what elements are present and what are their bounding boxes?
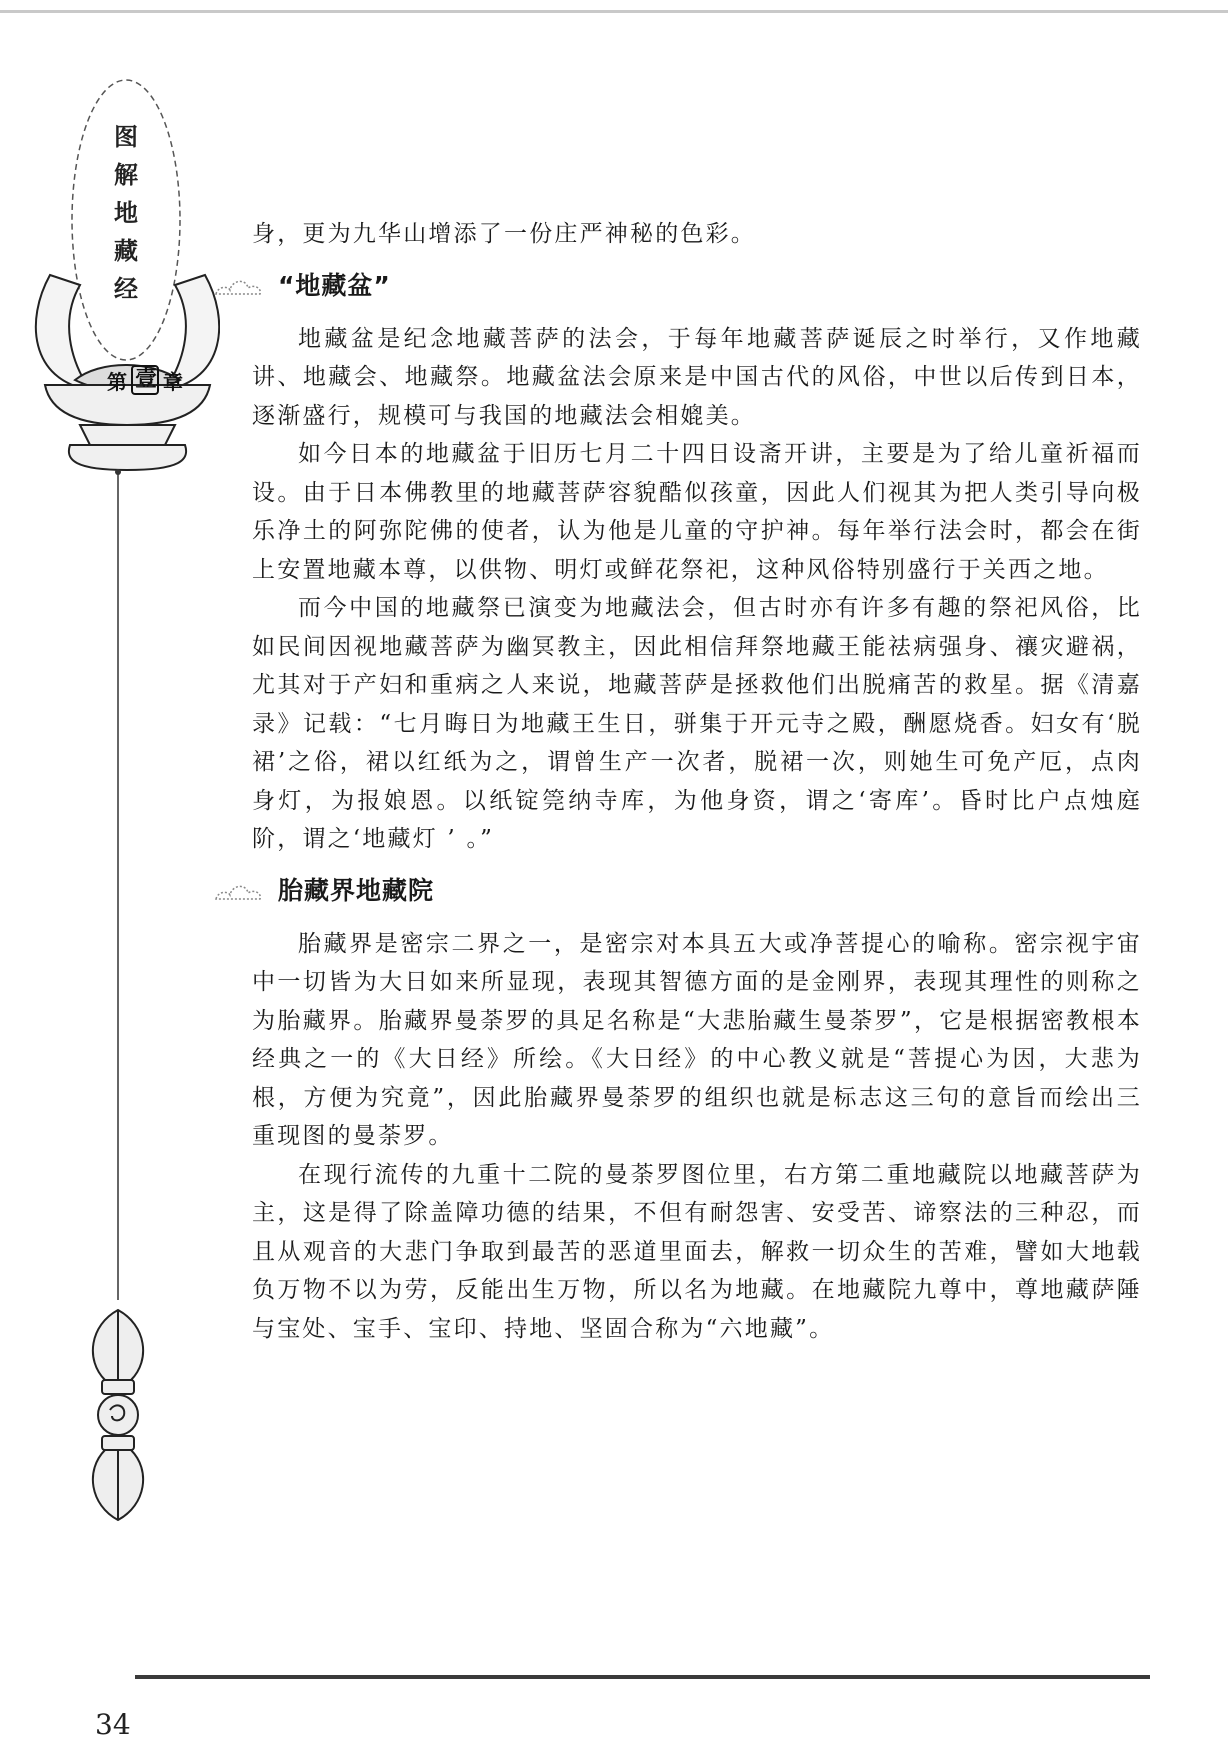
page-number: 34	[95, 1708, 131, 1741]
book-title-vertical	[108, 118, 144, 308]
title-char: 经	[114, 275, 138, 303]
body-paragraph: 地藏盆是纪念地藏菩萨的法会，于每年地藏菩萨诞辰之时举行，又作地藏讲、地藏会、地藏祭。地藏盆法会原来是中国古代的风俗，中世以后传到日本，逐渐盛行，规模可与我国的地藏法会相媲美。	[252, 325, 1142, 429]
body-paragraph: 在现行流传的九重十二院的曼荼罗图位里，右方第二重地藏院以地藏菩萨为主，这是得了除盖障功德的结果，不但有耐怨害、安受苦、谛察法的三种忍，而且从观音的大悲门争取到最苦的恶道里面去，解救一切众生的苦难，譬如大地载负万物不以为劳，反能出生万物，所以名为地藏。在地藏院九尊中，尊地藏萨陲与宝处、宝手、宝印、持地、坚固合称为“六地藏”。	[252, 1161, 1142, 1342]
chapter-sidebar	[20, 60, 220, 1680]
body-paragraph: 而今中国的地藏祭已演变为地藏法会，但古时亦有许多有趣的祭祀风俗，比如民间因视地藏菩萨为幽冥教主，因此相信拜祭地藏王能祛病强身、禳灾避祸，尤其对于产妇和重病之人来说，地藏菩萨是拯救他们出脱痛苦的救星。据《清嘉录》记载：“七月晦日为地藏王生日，骈集于开元寺之殿，酬愿烧香。妇女有‘脱裙’之俗，裙以红纸为之，谓曾生产一次者，脱裙一次，则她生可免产厄，点肉身灯，为报娘恩。以纸锭筦纳寺库，为他身资，谓之‘寄库’。昏时比户点烛庭阶，谓之‘地藏灯 ’ 。”	[252, 595, 1142, 852]
title-char: 地	[114, 199, 138, 227]
vajra-icon	[93, 1310, 143, 1520]
chapter-label	[70, 358, 220, 402]
title-char: 藏	[114, 237, 138, 265]
title-char: 图	[114, 123, 138, 151]
chapter-number: 壹	[131, 365, 159, 395]
page-body	[252, 215, 1142, 1348]
section-heading	[212, 254, 1142, 320]
chapter-prefix: 第	[106, 369, 127, 394]
title-char: 解	[114, 161, 138, 189]
cloud-ornament-icon	[212, 877, 264, 907]
section-heading	[212, 859, 1142, 925]
section-heading-text: “地藏盆”	[278, 271, 391, 301]
chapter-suffix: 章	[163, 369, 183, 394]
body-paragraph: 身，更为九华山增添了一份庄严神秘的色彩。	[252, 221, 756, 247]
section-heading-text: 胎藏界地藏院	[278, 876, 435, 906]
body-paragraph: 如今日本的地藏盆于旧历七月二十四日设斋开讲，主要是为了给儿童祈福而设。由于日本佛教里的地藏菩萨容貌酷似孩童，因此人们视其为把人类引导向极乐净土的阿弥陀佛的使者，认为他是儿童的守护神。每年举行法会时，都会在街上安置地藏本尊，以供物、明灯或鲜花祭祀，这种风俗特别盛行于关西之地。	[252, 441, 1142, 583]
bottom-rule	[135, 1675, 1150, 1679]
cloud-ornament-icon	[212, 272, 264, 302]
body-paragraph: 胎藏界是密宗二界之一，是密宗对本具五大或净菩提心的喻称。密宗视宇宙中一切皆为大日如来所显现，表现其智德方面的是金刚界，表现其理性的则称之为胎藏界。胎藏界曼荼罗的具足名称是“大悲胎藏生曼荼罗”，它是根据密教根本经典之一的《大日经》所绘。《大日经》的中心教义就是“菩提心为因，大悲为根，方便为究竟”，因此胎藏界曼荼罗的组织也就是标志这三句的意旨而绘出三重现图的曼荼罗。	[252, 930, 1142, 1149]
top-rule	[0, 10, 1228, 13]
